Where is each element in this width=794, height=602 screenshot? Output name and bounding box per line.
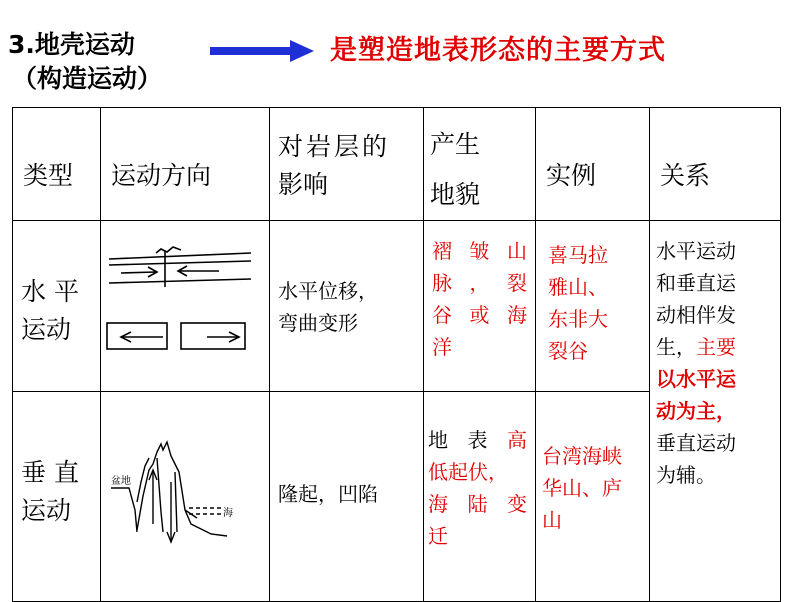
- crustal-movement-table: [12, 107, 781, 602]
- type-horizontal: 水 平 运动: [13, 221, 101, 392]
- basin-label: 盆地: [111, 476, 131, 487]
- vertical-direction-diagram: [101, 392, 270, 602]
- relation-cell: 水平运动 和垂直运 动相伴发 生，主要 以水平运 动为主， 垂直运动 为辅。: [650, 221, 781, 602]
- header-effect: 对岩层的 影响: [270, 108, 424, 221]
- vertical-effect: 隆起，凹陷: [270, 392, 424, 602]
- horizontal-row: [13, 221, 781, 392]
- vertical-movement-diagram: [101, 392, 269, 597]
- right-arrow-icon: [210, 40, 315, 62]
- headline: 是塑造地表形态的主要方式: [330, 35, 666, 66]
- header-example: 实例: [536, 108, 650, 221]
- horizontal-direction-diagram: [101, 221, 270, 392]
- sea-label: 海: [223, 508, 233, 519]
- header-type: 类型: [13, 108, 101, 221]
- horizontal-effect: 水平位移， 弯曲变形: [270, 221, 424, 392]
- section-title: [8, 28, 162, 96]
- header-direction: 运动方向: [101, 108, 270, 221]
- header-relation: 关系: [650, 108, 781, 221]
- header-row: [13, 108, 781, 221]
- horizontal-movement-diagram: [101, 221, 269, 387]
- header-landform: 产生 地貌: [424, 108, 536, 221]
- title-line-2: （构造运动）: [12, 64, 163, 93]
- vertical-landform: 地 表 高 低起伏， 海 陆 变 迁: [424, 392, 536, 602]
- title-line-1: 3.地壳运动: [8, 30, 135, 59]
- type-vertical: 垂 直 运动: [13, 392, 101, 602]
- horizontal-landform: 褶 皱 山 脉 ， 裂 谷 或 海 洋: [424, 221, 536, 392]
- horizontal-example: 喜马拉 雅山、 东非大 裂谷: [536, 221, 650, 392]
- vertical-example: 台湾海峡 华山、庐 山: [536, 392, 650, 602]
